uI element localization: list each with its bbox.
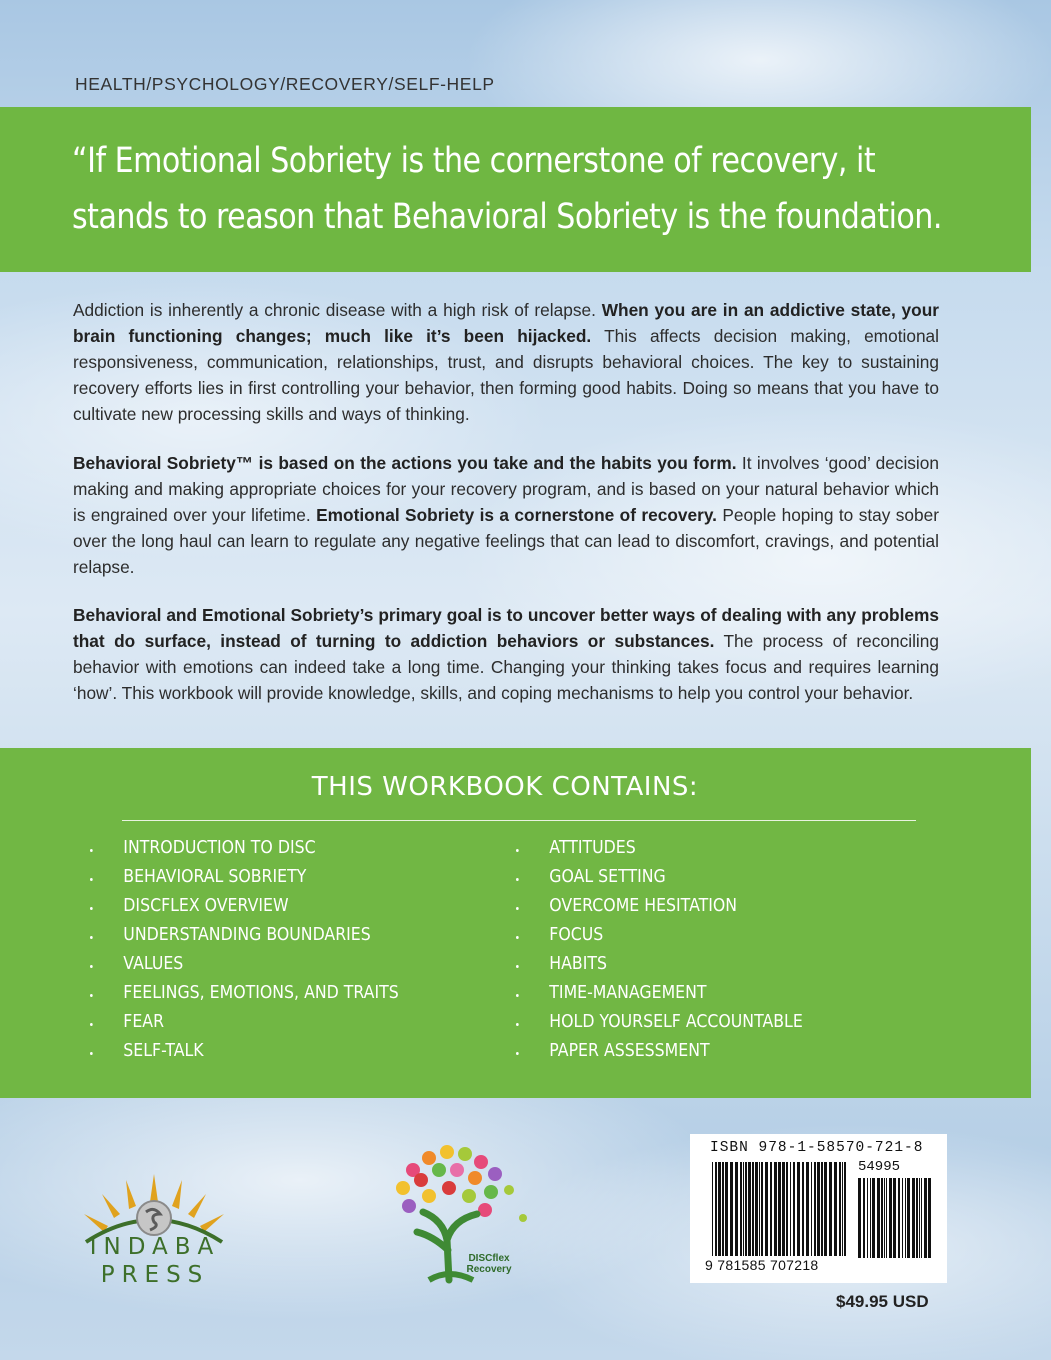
barcode-bar (824, 1162, 827, 1256)
barcode-bar (821, 1162, 823, 1256)
paragraph-run: Behavioral Sobriety™ is based on the actions you take and the habits you form. (73, 453, 737, 473)
publisher-name (72, 1233, 238, 1289)
contents-item-label: VALUES (123, 954, 184, 974)
barcode-bar (924, 1178, 927, 1258)
contents-item-label: FEELINGS, EMOTIONS, AND TRAITS (123, 983, 399, 1003)
discflex-label (459, 1253, 519, 1275)
paragraph-run: This affects decision making, emotional responsiveness, communication, relationships, trust, and disrupts behavioral choices. The key to sustaining recovery efforts lies in first controlling your behavior, then forming good habits. Doing so means that you have to cultivate new processing skills and ways of thinking. (73, 326, 940, 424)
barcode-bar (858, 1178, 861, 1258)
barcode-bar (814, 1162, 816, 1256)
barcode-bar (912, 1178, 915, 1258)
contents-item-label: ATTITUDES (549, 838, 636, 858)
barcode-bar (752, 1162, 754, 1256)
barcode-bar (722, 1162, 724, 1256)
barcode-bar (877, 1178, 880, 1258)
barcode-bar (718, 1162, 721, 1256)
body-paragraph-3 (73, 602, 939, 706)
barcode-bar (872, 1178, 875, 1258)
barcode-bar (797, 1162, 800, 1256)
barcode-bar (829, 1162, 832, 1256)
bullet-icon (516, 1052, 519, 1055)
contents-list-right (516, 838, 835, 1070)
contents-list-item (90, 1041, 399, 1070)
barcode-bar (902, 1178, 903, 1258)
barcode-bar (770, 1162, 772, 1256)
bullet-icon (516, 878, 519, 881)
contents-item-label: OVERCOME HESITATION (549, 896, 738, 916)
paragraph-run: People hoping to stay sober over the long haul can learn to regulate any negative feelings that can lead to discomfort, cravings, and potential relapse. (73, 505, 940, 577)
barcode-bar (898, 1178, 900, 1258)
contents-divider (122, 820, 916, 821)
barcode-bar (793, 1162, 795, 1256)
pull-quote-line-2: stands to reason that Behavioral Sobriety is the foundation. (72, 197, 942, 237)
body-paragraph-1 (73, 297, 939, 427)
barcode-bar (844, 1162, 846, 1256)
contents-list-left (90, 838, 433, 1070)
contents-item-label: GOAL SETTING (549, 867, 666, 887)
barcode-bar (921, 1178, 922, 1258)
barcode-bar (735, 1162, 738, 1256)
bullet-icon (90, 1052, 93, 1055)
barcode-bar (730, 1162, 733, 1256)
barcode-bar (817, 1162, 820, 1256)
contents-list-item (90, 1012, 399, 1041)
barcode-bar (811, 1162, 812, 1256)
bullet-icon (90, 907, 93, 910)
paragraph-run: When you are in an addictive state, your brain functioning changes; much like it’s been hijacked. (73, 300, 939, 346)
barcode-bar (745, 1162, 747, 1256)
barcode-bar (839, 1162, 841, 1256)
barcode-digits: 9 781585 707218 (705, 1257, 819, 1273)
barcode-bar (916, 1178, 918, 1258)
barcode-bar (905, 1178, 906, 1258)
barcode-bar (778, 1162, 781, 1256)
isbn-barcode-icon (712, 1162, 848, 1256)
bullet-icon (516, 849, 519, 852)
barcode-bar (881, 1178, 883, 1258)
body-paragraph-2 (73, 450, 939, 580)
barcode-bar (715, 1162, 717, 1256)
price-barcode-icon (858, 1178, 932, 1258)
contents-item-label: HOLD YOURSELF ACCOUNTABLE (549, 1012, 803, 1032)
barcode-bar (786, 1162, 788, 1256)
bullet-icon (516, 1023, 519, 1026)
discflex-tree-logo-icon (373, 1140, 543, 1300)
category-line: HEALTH/PSYCHOLOGY/RECOVERY/SELF-HELP (75, 74, 495, 94)
barcode-bar (886, 1178, 887, 1258)
bullet-icon (516, 994, 519, 997)
contents-list-item (516, 867, 803, 896)
contents-list-item (516, 1041, 803, 1070)
contents-item-label: PAPER ASSESSMENT (549, 1041, 710, 1061)
barcode-bar (761, 1162, 763, 1256)
contents-title: THIS WORKBOOK CONTAINS: (311, 772, 699, 802)
contents-item-label: FOCUS (549, 925, 604, 945)
barcode-bar (870, 1178, 871, 1258)
bullet-icon (90, 936, 93, 939)
barcode-bar (743, 1162, 744, 1256)
contents-list-item (516, 954, 803, 983)
paragraph-run: Emotional Sobriety is a cornerstone of recovery. (316, 505, 717, 525)
discflex-label-line-1: DISCflex (468, 1253, 510, 1264)
barcode-bar (774, 1162, 777, 1256)
barcode-bar (782, 1162, 785, 1256)
bullet-icon (516, 936, 519, 939)
barcode-bar (755, 1162, 758, 1256)
contents-item-label: BEHAVIORAL SOBRIETY (123, 867, 307, 887)
barcode-bar (907, 1178, 910, 1258)
barcode-bar (867, 1178, 868, 1258)
barcode-bar (759, 1162, 760, 1256)
barcode-bar (893, 1178, 896, 1258)
contents-list-item (90, 925, 399, 954)
barcode-bar (863, 1178, 865, 1258)
bullet-icon (90, 1023, 93, 1026)
pull-quote-line-1: “If Emotional Sobriety is the cornerstone of recovery, it (72, 141, 876, 181)
contents-list-item (90, 954, 399, 983)
contents-list-item (90, 896, 399, 925)
bullet-icon (90, 965, 93, 968)
bullet-icon (516, 965, 519, 968)
isbn-number: ISBN 978-1-58570-721-8 (710, 1140, 924, 1156)
contents-list-item (516, 896, 803, 925)
bullet-icon (90, 849, 93, 852)
contents-item-label: FEAR (123, 1012, 165, 1032)
bullet-icon (90, 994, 93, 997)
contents-item-label: SELF-TALK (123, 1041, 204, 1061)
contents-item-label: HABITS (549, 954, 607, 974)
contents-item-label: DISCFLEX OVERVIEW (123, 896, 289, 916)
publisher-name-line-1: INDABA (89, 1234, 221, 1260)
contents-item-label: TIME-MANAGEMENT (549, 983, 707, 1003)
contents-item-label: INTRODUCTION TO DISC (123, 838, 316, 858)
barcode-bar (740, 1162, 742, 1256)
barcode-bar (834, 1162, 837, 1256)
barcode-bar (884, 1178, 885, 1258)
barcode-bar (842, 1162, 843, 1256)
barcode-bar (806, 1162, 809, 1256)
barcode-bar (790, 1162, 791, 1256)
contents-list-item (516, 925, 803, 954)
contents-list-item (516, 838, 803, 867)
contents-list-item (90, 838, 399, 867)
discflex-label-line-2: Recovery (466, 1264, 512, 1275)
barcode-bar (765, 1162, 768, 1256)
barcode-bar (919, 1178, 920, 1258)
contents-list-item (516, 983, 803, 1012)
contents-item-label: UNDERSTANDING BOUNDARIES (123, 925, 371, 945)
barcode-bar (725, 1162, 728, 1256)
bullet-icon (516, 907, 519, 910)
barcode-bar (889, 1178, 892, 1258)
publisher-name-line-2: PRESS (100, 1262, 210, 1288)
paragraph-run: Addiction is inherently a chronic disease with a high risk of relapse. (73, 300, 602, 320)
pull-quote (72, 133, 942, 245)
paragraph-run: Behavioral and Emotional Sobriety’s primary goal is to uncover better ways of dealing with any problems that do surface, instead of turning to addiction behaviors or substances. (73, 605, 939, 651)
contents-list-item (516, 1012, 803, 1041)
paragraph-run: It involves ‘good’ decision making and making appropriate choices for your recovery program, and is based on your natural behavior which is engrained over your lifetime. (73, 453, 939, 525)
barcode-bar (712, 1162, 713, 1256)
price: $49.95 USD (836, 1292, 929, 1311)
paragraph-run: The process of reconciling behavior with emotions can indeed take a long time. Changing your thinking takes focus and requires learning ‘how’. This workbook will provide knowledge, skills, and coping mechanisms to help you control your behavior. (73, 631, 939, 703)
price-code: 54995 (858, 1159, 901, 1175)
barcode-bar (748, 1162, 751, 1256)
contents-list-item (90, 983, 399, 1012)
barcode-bar (802, 1162, 804, 1256)
bullet-icon (90, 878, 93, 881)
contents-list-item (90, 867, 399, 896)
barcode-bar (928, 1178, 931, 1258)
